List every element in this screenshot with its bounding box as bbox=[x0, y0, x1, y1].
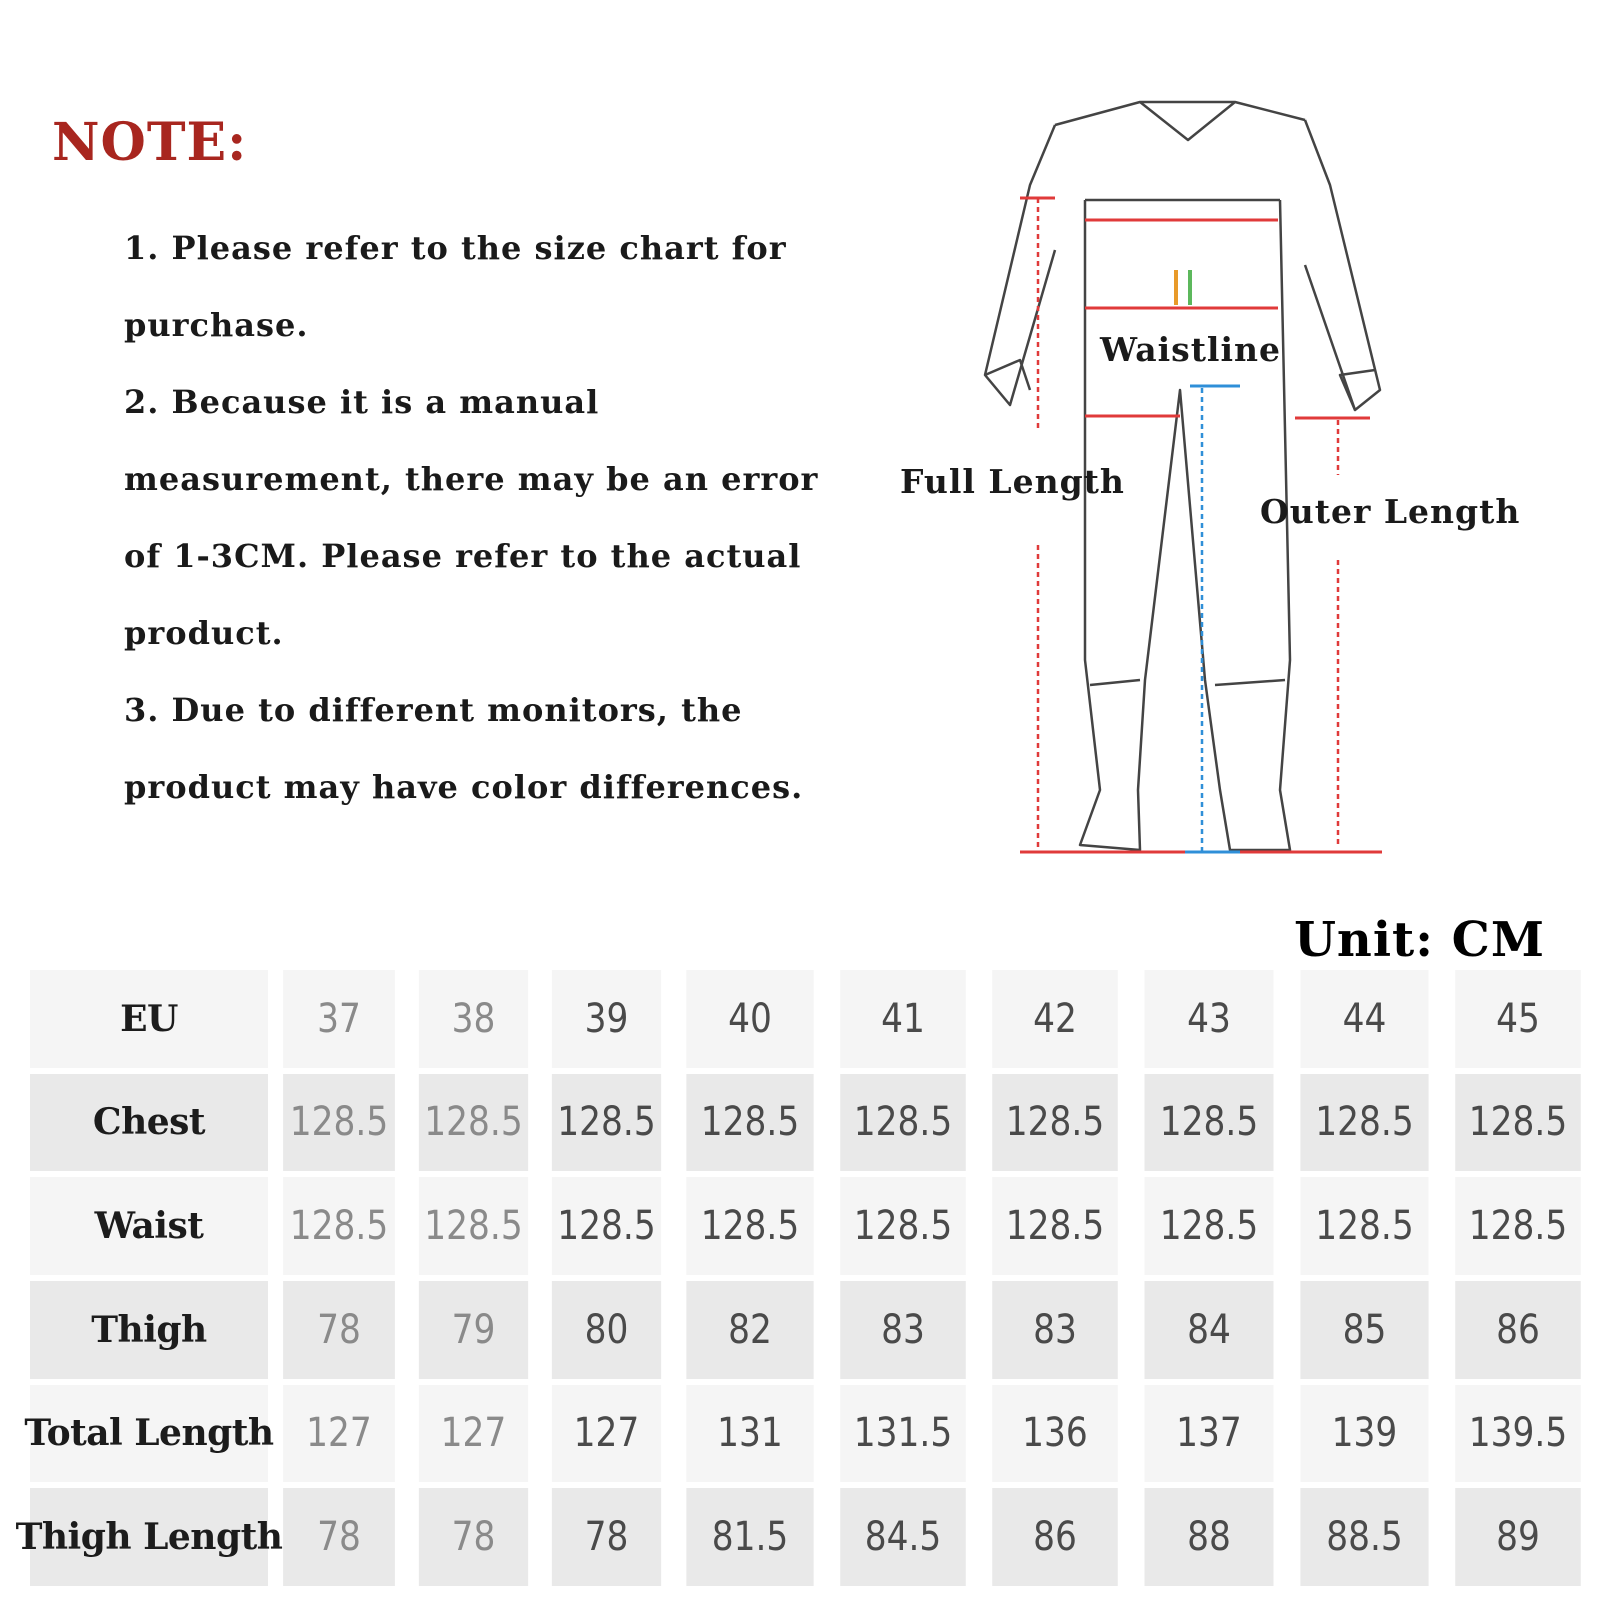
table-cell: 136 bbox=[992, 1385, 1118, 1483]
table-cell: 88 bbox=[1145, 1488, 1274, 1586]
table-cell: 128.5 bbox=[1455, 1074, 1581, 1172]
table-cell: 128.5 bbox=[419, 1074, 528, 1172]
wader-diagram bbox=[900, 90, 1540, 890]
table-cell: 128.5 bbox=[552, 1177, 661, 1275]
table-cell: 79 bbox=[419, 1281, 528, 1379]
table-cell: 137 bbox=[1145, 1385, 1274, 1483]
table-cell: 42 bbox=[992, 970, 1118, 1068]
table-cell: 85 bbox=[1300, 1281, 1428, 1379]
table-cell: 78 bbox=[419, 1488, 528, 1586]
table-cell: 39 bbox=[552, 970, 661, 1068]
table-cell: 128.5 bbox=[686, 1177, 813, 1275]
table-cell: 127 bbox=[283, 1385, 395, 1483]
table-cell: 40 bbox=[686, 970, 813, 1068]
table-cell: 131.5 bbox=[840, 1385, 966, 1483]
table-cell: 128.5 bbox=[419, 1177, 528, 1275]
note-item-2: 2. Because it is a manual measurement, there may be an error of 1-3CM. Please refer to the actual product. bbox=[124, 383, 819, 652]
note-item-3: 3. Due to different monitors, the product may have color differences. bbox=[124, 691, 804, 806]
size-table bbox=[15, 970, 1585, 1586]
table-cell: 88.5 bbox=[1300, 1488, 1428, 1586]
table-row-header: Thigh bbox=[30, 1281, 268, 1379]
table-cell: 128.5 bbox=[992, 1074, 1118, 1172]
table-cell: 139.5 bbox=[1455, 1385, 1581, 1483]
table-cell: 128.5 bbox=[1455, 1177, 1581, 1275]
table-cell: 128.5 bbox=[992, 1177, 1118, 1275]
table-cell: 37 bbox=[283, 970, 395, 1068]
table-cell: 128.5 bbox=[840, 1177, 966, 1275]
table-cell: 86 bbox=[992, 1488, 1118, 1586]
table-cell: 128.5 bbox=[1145, 1074, 1274, 1172]
table-cell: 89 bbox=[1455, 1488, 1581, 1586]
table-row-header: Waist bbox=[30, 1177, 268, 1275]
table-row-header: Chest bbox=[30, 1074, 268, 1172]
table-cell: 44 bbox=[1300, 970, 1428, 1068]
table-cell: 128.5 bbox=[1300, 1074, 1428, 1172]
table-cell: 83 bbox=[840, 1281, 966, 1379]
outer-length-label: Outer Length bbox=[1260, 492, 1521, 531]
table-cell: 139 bbox=[1300, 1385, 1428, 1483]
table-cell: 128.5 bbox=[552, 1074, 661, 1172]
table-cell: 38 bbox=[419, 970, 528, 1068]
note-item-1: 1. Please refer to the size chart for purchase. bbox=[124, 229, 787, 344]
table-cell: 45 bbox=[1455, 970, 1581, 1068]
table-cell: 86 bbox=[1455, 1281, 1581, 1379]
table-cell: 78 bbox=[283, 1281, 395, 1379]
table-cell: 127 bbox=[552, 1385, 661, 1483]
table-cell: 81.5 bbox=[686, 1488, 813, 1586]
waistline-label: Waistline bbox=[1100, 330, 1281, 369]
table-cell: 128.5 bbox=[1300, 1177, 1428, 1275]
table-row-header: Thigh Length bbox=[30, 1488, 268, 1586]
table-cell: 128.5 bbox=[686, 1074, 813, 1172]
table-cell: 128.5 bbox=[283, 1177, 395, 1275]
table-cell: 131 bbox=[686, 1385, 813, 1483]
table-cell: 78 bbox=[283, 1488, 395, 1586]
table-cell: 84.5 bbox=[840, 1488, 966, 1586]
table-row-header: EU bbox=[30, 970, 268, 1068]
table-cell: 78 bbox=[552, 1488, 661, 1586]
note-title: NOTE: bbox=[52, 112, 248, 173]
table-cell: 128.5 bbox=[283, 1074, 395, 1172]
table-cell: 84 bbox=[1145, 1281, 1274, 1379]
table-cell: 41 bbox=[840, 970, 966, 1068]
table-cell: 127 bbox=[419, 1385, 528, 1483]
table-cell: 80 bbox=[552, 1281, 661, 1379]
table-cell: 82 bbox=[686, 1281, 813, 1379]
unit-label: Unit: CM bbox=[1294, 912, 1545, 968]
table-cell: 43 bbox=[1145, 970, 1274, 1068]
table-cell: 128.5 bbox=[840, 1074, 966, 1172]
note-list bbox=[124, 210, 864, 826]
table-cell: 83 bbox=[992, 1281, 1118, 1379]
full-length-label: Full Length bbox=[900, 462, 1125, 501]
table-row-header: Total Length bbox=[30, 1385, 268, 1483]
table-cell: 128.5 bbox=[1145, 1177, 1274, 1275]
